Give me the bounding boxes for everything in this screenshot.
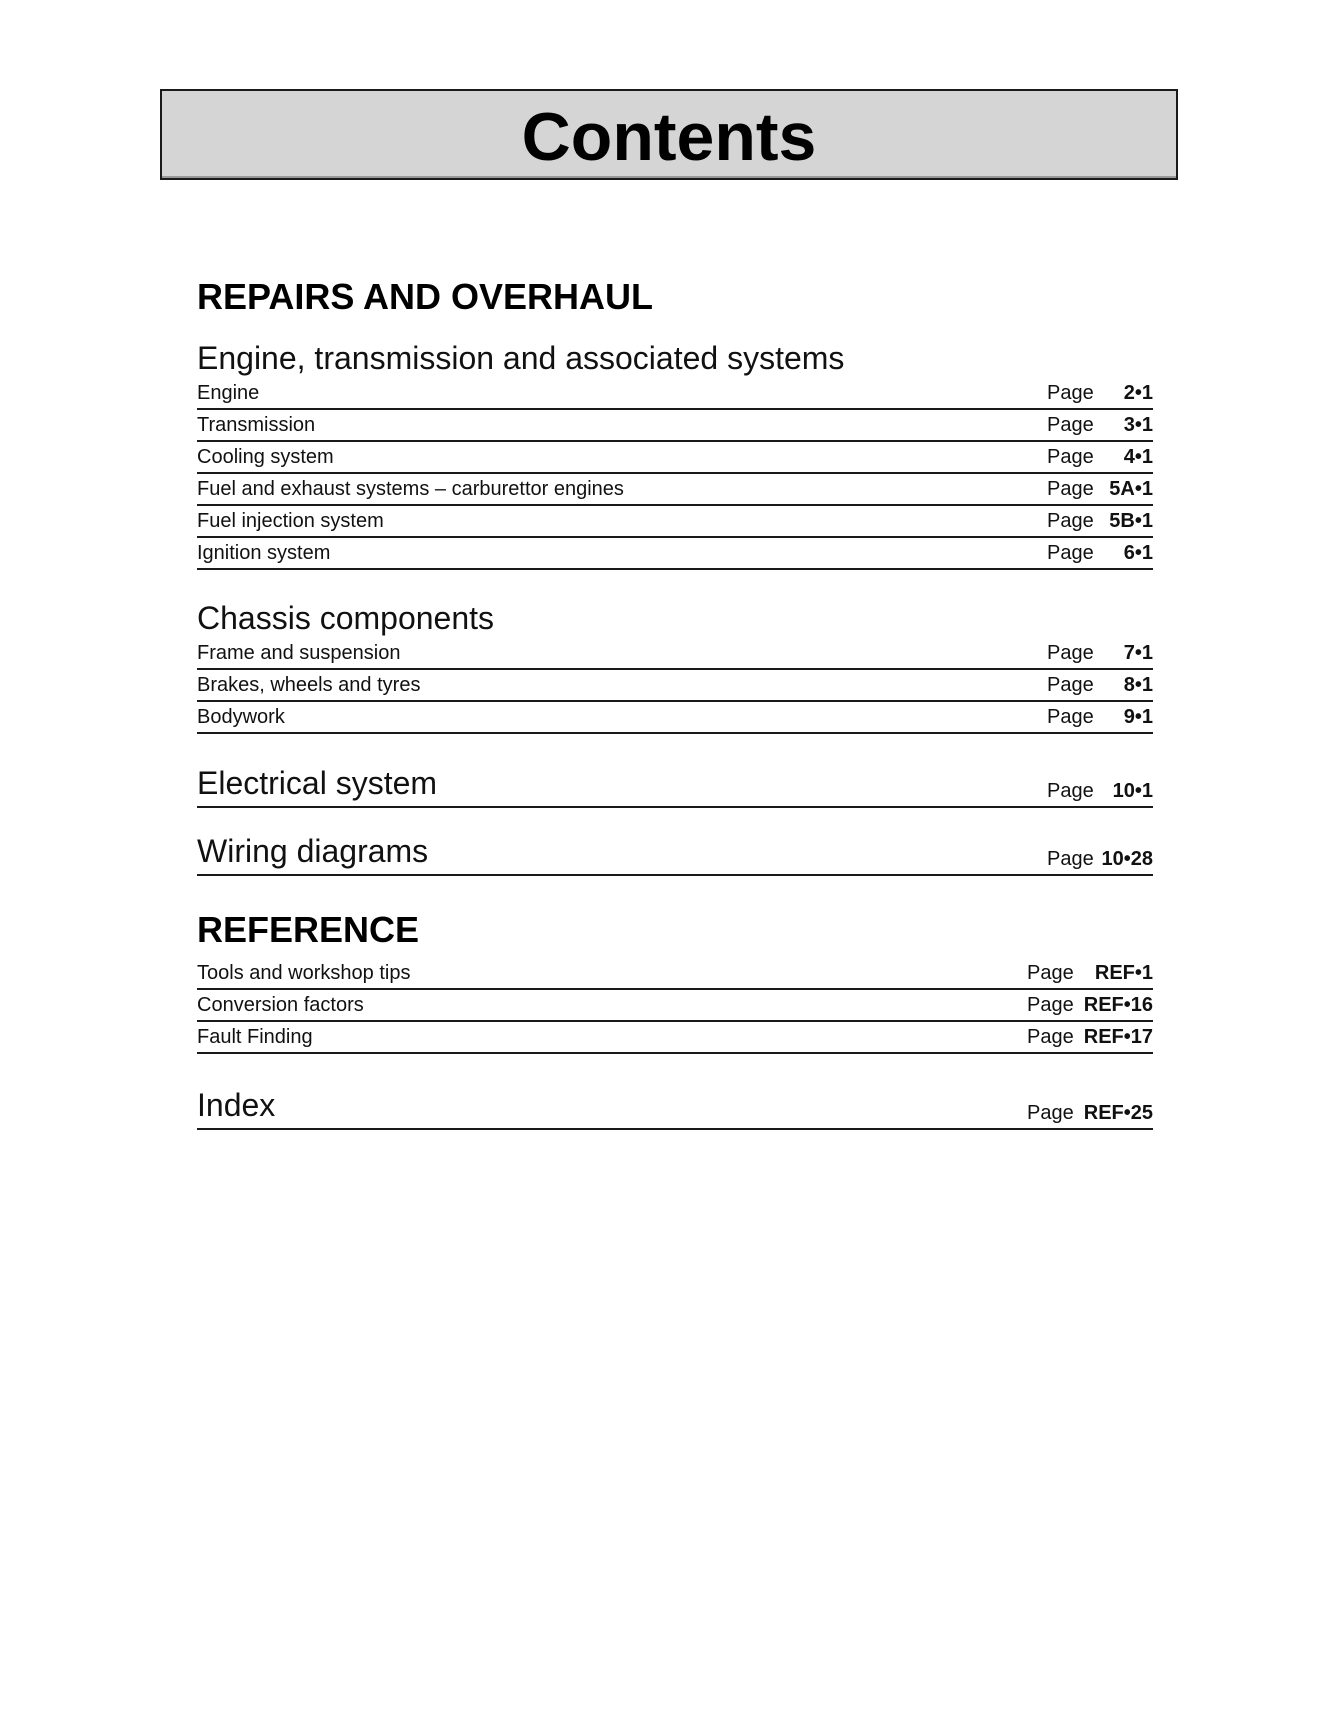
group-heading-engine: Engine, transmission and associated systems xyxy=(197,340,845,376)
toc-row-transmission[interactable] xyxy=(197,410,1153,442)
toc-entry-label: Fuel injection system xyxy=(197,510,384,532)
toc-entry-label: Index xyxy=(197,1087,276,1123)
toc-row-frame-suspension[interactable] xyxy=(197,638,1153,670)
toc-page-number: 5B•1 xyxy=(1109,510,1153,532)
section-heading-repairs: REPAIRS AND OVERHAUL xyxy=(197,276,654,317)
toc-page-word: Page xyxy=(1047,446,1094,468)
toc-page-word: Page xyxy=(1047,478,1094,500)
group-heading-chassis: Chassis components xyxy=(197,600,495,636)
toc-row-engine[interactable] xyxy=(197,378,1153,410)
toc-row-fault-finding[interactable] xyxy=(197,1022,1153,1054)
toc-entry-label: Frame and suspension xyxy=(197,642,401,664)
toc-page-number: 2•1 xyxy=(1123,382,1153,404)
toc-page-number: REF•25 xyxy=(1083,1102,1153,1124)
toc-page-word: Page xyxy=(1047,382,1094,404)
section-heading-reference: REFERENCE xyxy=(197,909,420,950)
toc-page-word: Page xyxy=(1047,780,1094,802)
toc-row-bodywork[interactable] xyxy=(197,702,1153,734)
toc-row-fuel-exhaust[interactable] xyxy=(197,474,1153,506)
toc-entry-label: Fault Finding xyxy=(197,1026,313,1048)
toc-page-number: REF•17 xyxy=(1083,1026,1153,1048)
toc-entry-label: Cooling system xyxy=(197,446,334,468)
toc-page-number: REF•16 xyxy=(1083,994,1153,1016)
toc-page-word: Page xyxy=(1027,1102,1074,1124)
toc-page-word: Page xyxy=(1047,542,1094,564)
toc-page-number: 4•1 xyxy=(1123,446,1153,468)
toc-page-number: 10•1 xyxy=(1112,780,1153,802)
toc-row-index[interactable] xyxy=(197,1086,1153,1130)
toc-entry-label: Electrical system xyxy=(197,765,438,801)
toc-page-word: Page xyxy=(1047,414,1094,436)
toc-row-electrical-system[interactable] xyxy=(197,764,1153,808)
contents-title-box xyxy=(160,89,1178,180)
toc-page-word: Page xyxy=(1047,848,1094,870)
toc-entry-label: Bodywork xyxy=(197,706,285,728)
toc-row-fuel-injection[interactable] xyxy=(197,506,1153,538)
toc-row-ignition[interactable] xyxy=(197,538,1153,570)
toc-entry-label: Brakes, wheels and tyres xyxy=(197,674,421,696)
toc-page-number: REF•1 xyxy=(1094,962,1153,984)
toc-entry-label: Transmission xyxy=(197,414,316,436)
toc-entry-label: Engine xyxy=(197,382,260,404)
toc-page-number: 9•1 xyxy=(1123,706,1153,728)
toc-row-brakes[interactable] xyxy=(197,670,1153,702)
toc-page-word: Page xyxy=(1027,994,1074,1016)
toc-entry-label: Conversion factors xyxy=(197,994,364,1016)
toc-page-word: Page xyxy=(1047,510,1094,532)
toc-page-word: Page xyxy=(1047,706,1094,728)
toc-page-number: 8•1 xyxy=(1123,674,1153,696)
toc-entry-label: Ignition system xyxy=(197,542,331,564)
toc-row-cooling-system[interactable] xyxy=(197,442,1153,474)
toc-row-conversion-factors[interactable] xyxy=(197,990,1153,1022)
toc-page-number: 7•1 xyxy=(1123,642,1153,664)
toc-page-number: 3•1 xyxy=(1123,414,1153,436)
toc-entry-label: Tools and workshop tips xyxy=(197,962,411,984)
toc-row-tools-tips[interactable] xyxy=(197,958,1153,990)
toc-entry-label: Fuel and exhaust systems – carburettor engines xyxy=(197,478,624,500)
toc-page-number: 10•28 xyxy=(1101,848,1153,870)
toc-row-wiring-diagrams[interactable] xyxy=(197,832,1153,876)
toc-page-word: Page xyxy=(1027,962,1074,984)
toc-page-number: 6•1 xyxy=(1123,542,1153,564)
page-title: Contents xyxy=(521,99,817,175)
toc-entry-label: Wiring diagrams xyxy=(197,833,429,869)
toc-page-number: 5A•1 xyxy=(1109,478,1153,500)
toc-page-word: Page xyxy=(1027,1026,1074,1048)
toc-page-word: Page xyxy=(1047,642,1094,664)
toc-page-word: Page xyxy=(1047,674,1094,696)
